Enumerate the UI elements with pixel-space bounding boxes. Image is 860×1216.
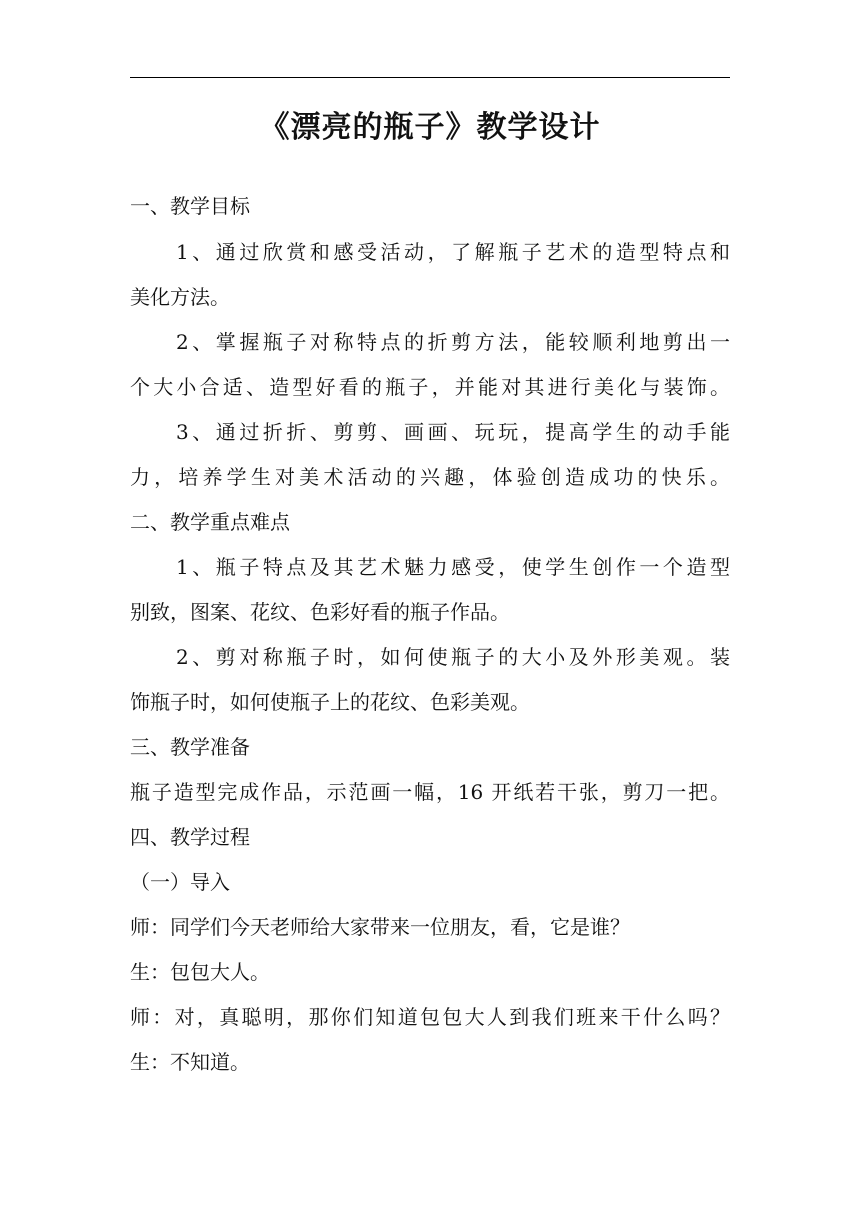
paragraph-line: 别致，图案、花纹、色彩好看的瓶子作品。 [130,600,510,624]
dialogue-line: 生：不知道。 [130,1050,250,1074]
paragraph-line: 个大小合适、造型好看的瓶子，并能对其进行美化与装饰。 [130,375,730,399]
paragraph-line: 力，培养学生对美术活动的兴趣，体验创造成功的快乐。 [130,465,730,489]
dialogue-line: 师：同学们今天老师给大家带来一位朋友，看，它是谁？ [130,915,630,939]
paragraph-line: 2、剪对称瓶子时，如何使瓶子的大小及外形美观。装 [176,645,730,669]
paragraph-line: 1、通过欣赏和感受活动，了解瓶子艺术的造型特点和 [176,240,730,264]
paragraph-line: 3、通过折折、剪剪、画画、玩玩，提高学生的动手能 [176,420,730,444]
paragraph-line: 饰瓶子时，如何使瓶子上的花纹、色彩美观。 [130,690,530,714]
section-heading-objectives: 一、教学目标 [130,194,250,218]
section-heading-preparation: 三、教学准备 [130,735,250,759]
subsection-heading-intro: （一）导入 [130,870,230,894]
dialogue-line: 师：对，真聪明，那你们知道包包大人到我们班来干什么吗？ [130,1005,730,1029]
section-heading-process: 四、教学过程 [130,825,250,849]
header-rule [130,77,730,78]
paragraph-line: 美化方法。 [130,285,230,309]
paragraph-line: 2、掌握瓶子对称特点的折剪方法，能较顺利地剪出一 [176,330,730,354]
dialogue-line: 生：包包大人。 [130,960,270,984]
document-title: 《漂亮的瓶子》教学设计 [259,110,601,145]
section-heading-key-points: 二、教学重点难点 [130,510,290,534]
paragraph-line: 1、瓶子特点及其艺术魅力感受，使学生创作一个造型 [176,555,730,579]
paragraph-line: 瓶子造型完成作品，示范画一幅，16 开纸若干张，剪刀一把。 [130,780,730,804]
